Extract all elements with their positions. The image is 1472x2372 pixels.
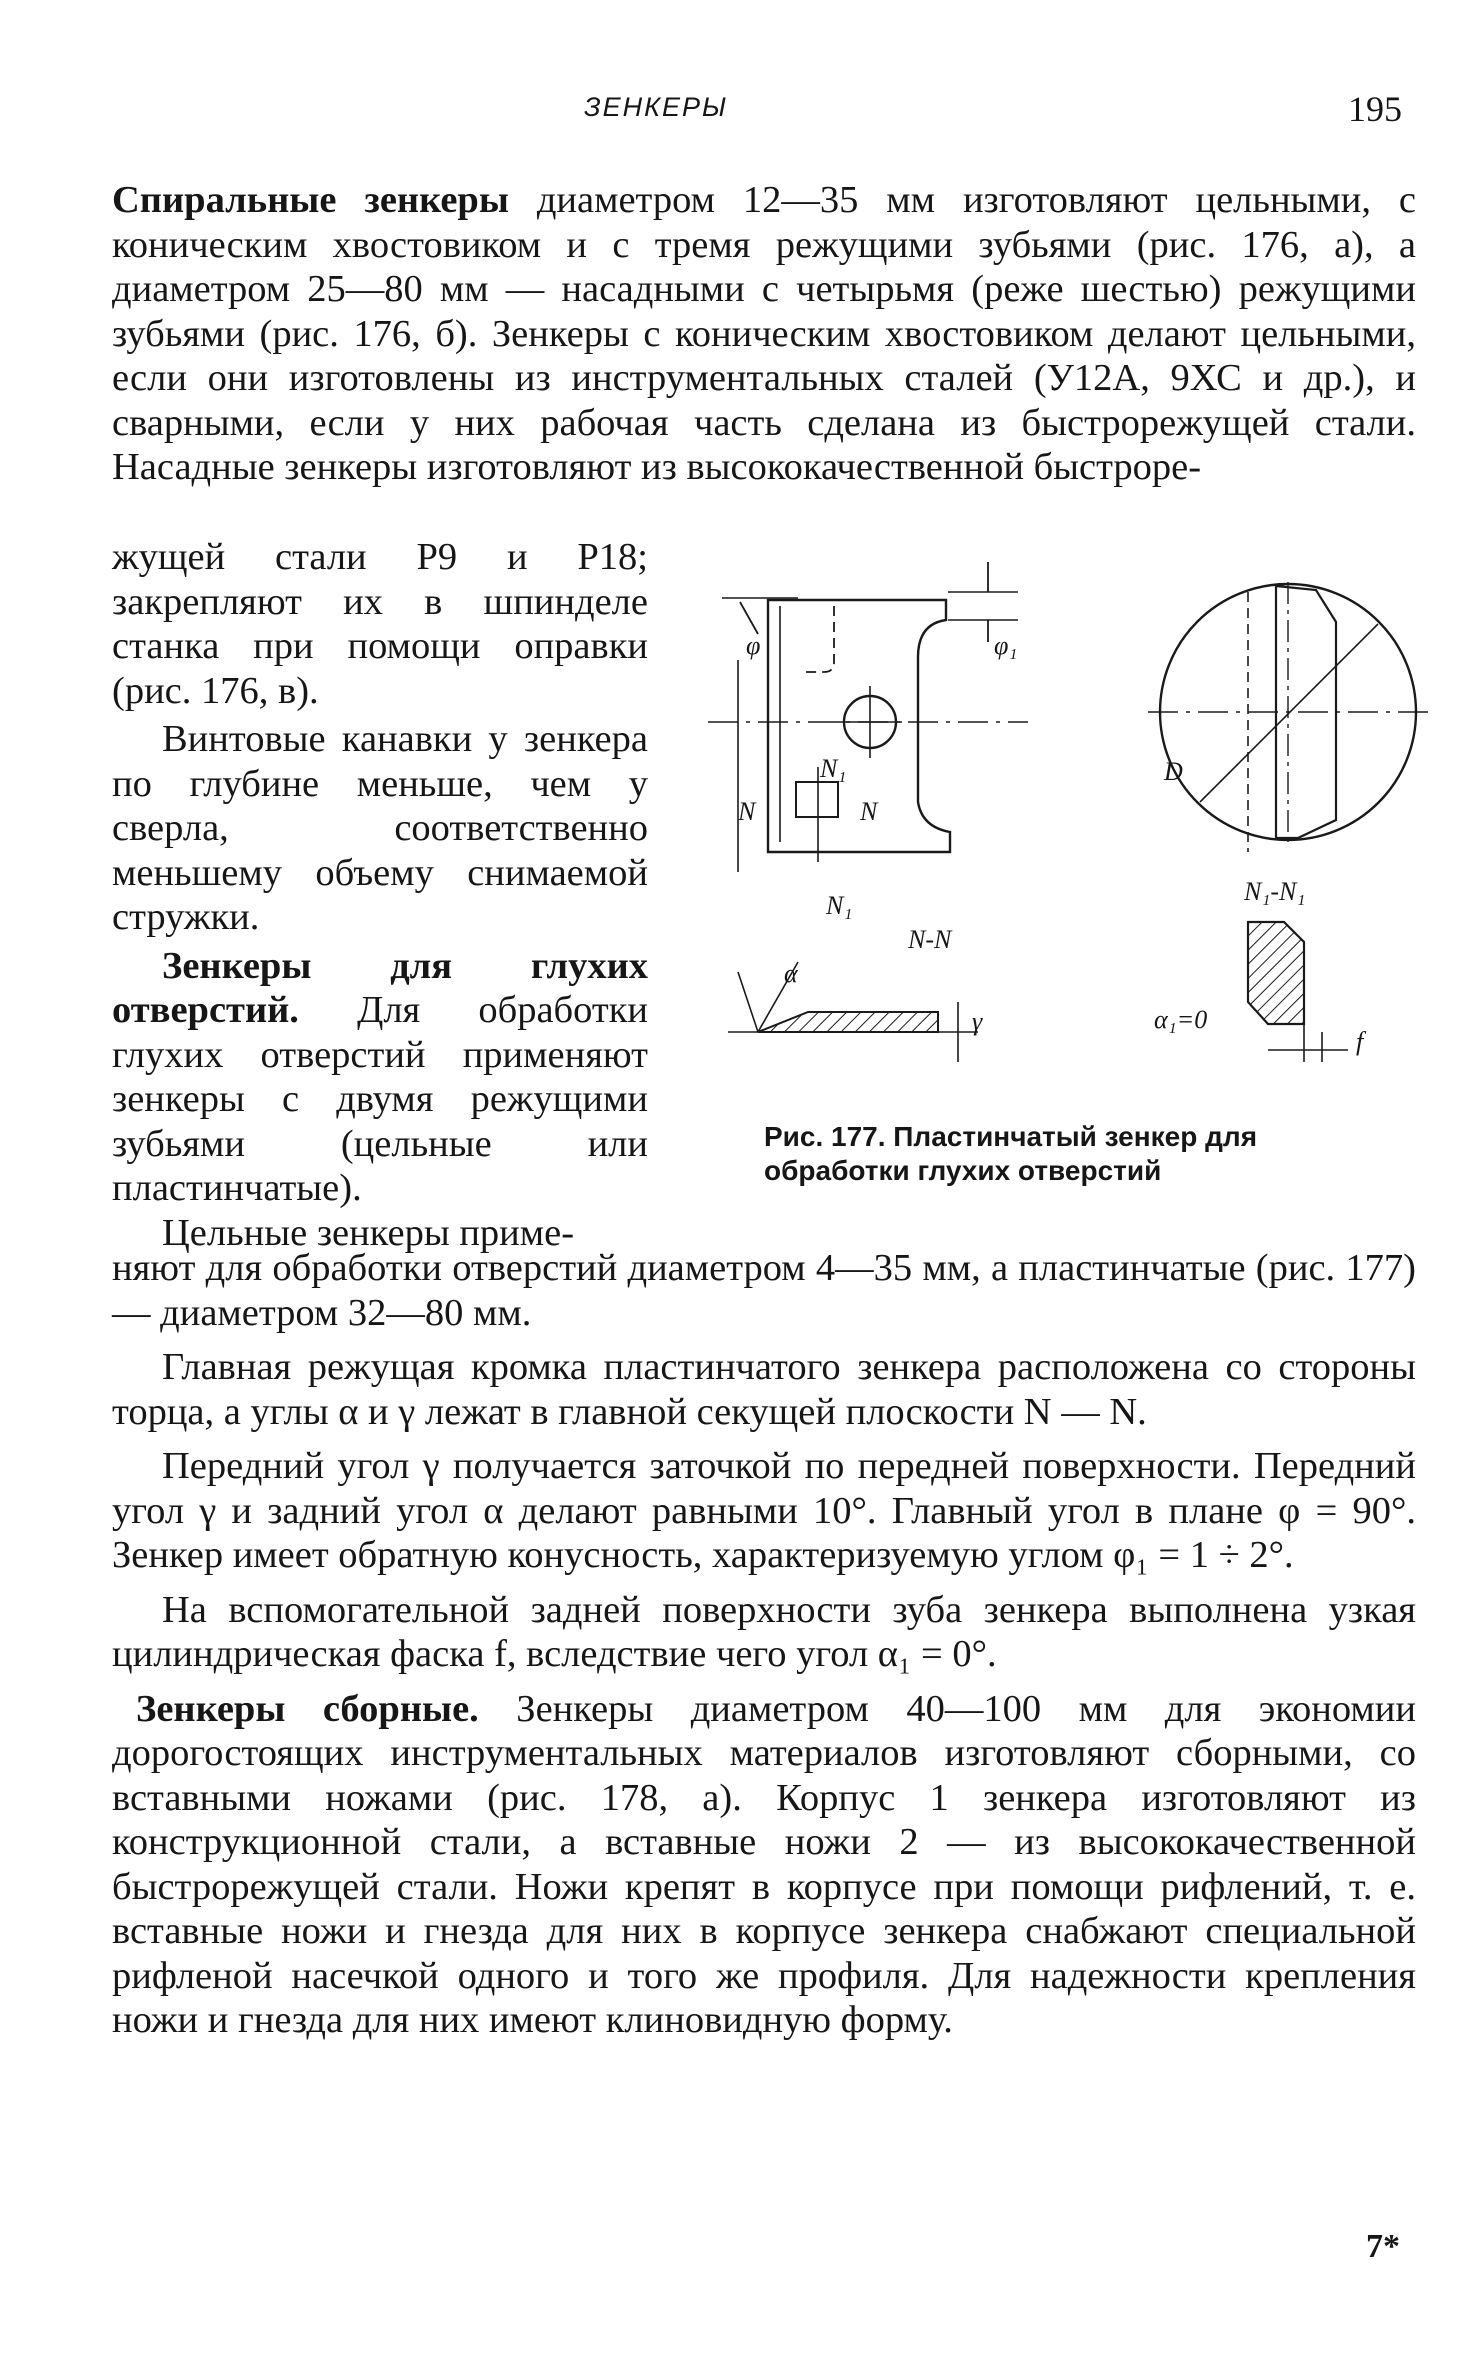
signature-mark: 7*: [1366, 2228, 1400, 2265]
paragraph-spiral-continuation: жущей стали Р9 и Р18; закрепляют их в шпинделе станка при помощи оправки (рис. 176, в).: [112, 536, 648, 712]
label-gamma: γ: [972, 1007, 983, 1036]
paragraph-main-edge: Главная режущая кромка пластинчатого зенкера расположена со стороны торца, а углы α и γ лежат в главной секущей плоскости N — N.: [112, 1346, 1416, 1433]
body-lower: [112, 1246, 1416, 2043]
label-n1-bottom: N₁: [826, 891, 853, 920]
paragraph-spiral-text: диаметром 12—35 мм изготовляют цельными, с коническим хвостовиком и с тремя режущими зубьями (рис. 176, а), а диаметром 25—80 мм — насадными с четырьмя (реже шестью) режущими зубьями (рис. 176, б). Зенкеры с коническим хвостовиком делают цельными, если они изготовлены из инструментальных сталей (У12А, 9ХС и др.), и сварными, если у них рабочая часть сделана из быстрорежущей стали. Насадные зенкеры изготовляют из высококачественной быстроре-: [112, 179, 1417, 488]
label-n-right: N: [860, 797, 878, 826]
heading-spiral-countersinks: Спиральные зенкеры: [112, 179, 509, 221]
label-phi: φ: [746, 631, 761, 660]
paragraph-flutes: Винтовые канавки у зенкера по глубине меньше, чем у сверла, соответственно меньшему объему снимаемой стружки.: [112, 718, 648, 938]
running-header: [0, 89, 1472, 132]
paragraph-rake-angle: Передний угол γ получается заточкой по передней поверхности. Передний угол γ и задний угол α делают равными 10°. Главный угол в плане φ = 90°. Зенкер имеет обратную конусность, характеризуемую углом φ₁ = 1 ÷ 2°.: [112, 1445, 1416, 1576]
heading-assembled: Зенкеры сборные.: [136, 1687, 479, 1730]
figure-caption: Рис. 177. Пластинчатый зенкер для обработки глухих отверстий: [764, 1121, 1258, 1186]
paragraph-solid-continuation: няют для обработки отверстий диаметром 4—35 мм, а пластинчатые (рис. 177) — диаметром 32—80 мм.: [112, 1247, 1416, 1334]
paragraph-chamfer: На вспомогательной задней поверхности зуба зенкера выполнена узкая цилиндрическая фаска f, вследствие чего угол α₁ = 0°.: [112, 1588, 1416, 1675]
paragraph-blind-holes-text: Для обработки глухих отверстий применяют зенкеры с двумя режущими зубьями (цельные или пластинчатые).: [112, 989, 649, 1209]
label-section-n1n1: N₁-N₁: [1244, 877, 1306, 906]
label-n1-top: N₁: [820, 754, 847, 783]
heading-blind-holes: Зенкеры для глухих отверстий.: [112, 944, 648, 1031]
paragraph-blind-holes: [112, 944, 648, 1211]
label-phi1: φ₁: [994, 631, 1018, 660]
paragraph-spiral-countersinks: [112, 178, 1416, 490]
label-diameter: D: [1164, 757, 1183, 786]
label-n-left: N: [738, 797, 756, 826]
page-number: 195: [1348, 89, 1402, 129]
running-title: ЗЕНКЕРЫ: [584, 92, 728, 122]
label-alpha: α: [784, 959, 798, 988]
paragraph-solid-start: Цельные зенкеры приме-: [162, 1211, 575, 1254]
left-column: [112, 535, 648, 1255]
figure-plate-countersink: [688, 562, 1428, 1102]
label-f: f: [1356, 1027, 1364, 1056]
label-alpha1-zero: α₁=0: [1154, 1005, 1208, 1034]
label-section-nn: N-N: [908, 925, 952, 954]
paragraph-assembled-text: Зенкеры диаметром 40—100 мм для экономии дорогостоящих инструментальных материалов изготовляют сборными, со вставными ножами (рис. 178, а). Корпус 1 зенкера изготовляют из конструкционной стали, а вставные ножи 2 — из высококачественной быстрорежущей стали. Ножи крепят в корпусе при помощи рифлений, т. е. вставные ножи и гнезда для них в корпусе зенкера снабжают специальной рифленой насечкой одного и того же профиля. Для надежности крепления ножи и гнезда для них имеют клиновидную форму.: [112, 1687, 1417, 2041]
paragraph-assembled: [112, 1687, 1416, 2043]
